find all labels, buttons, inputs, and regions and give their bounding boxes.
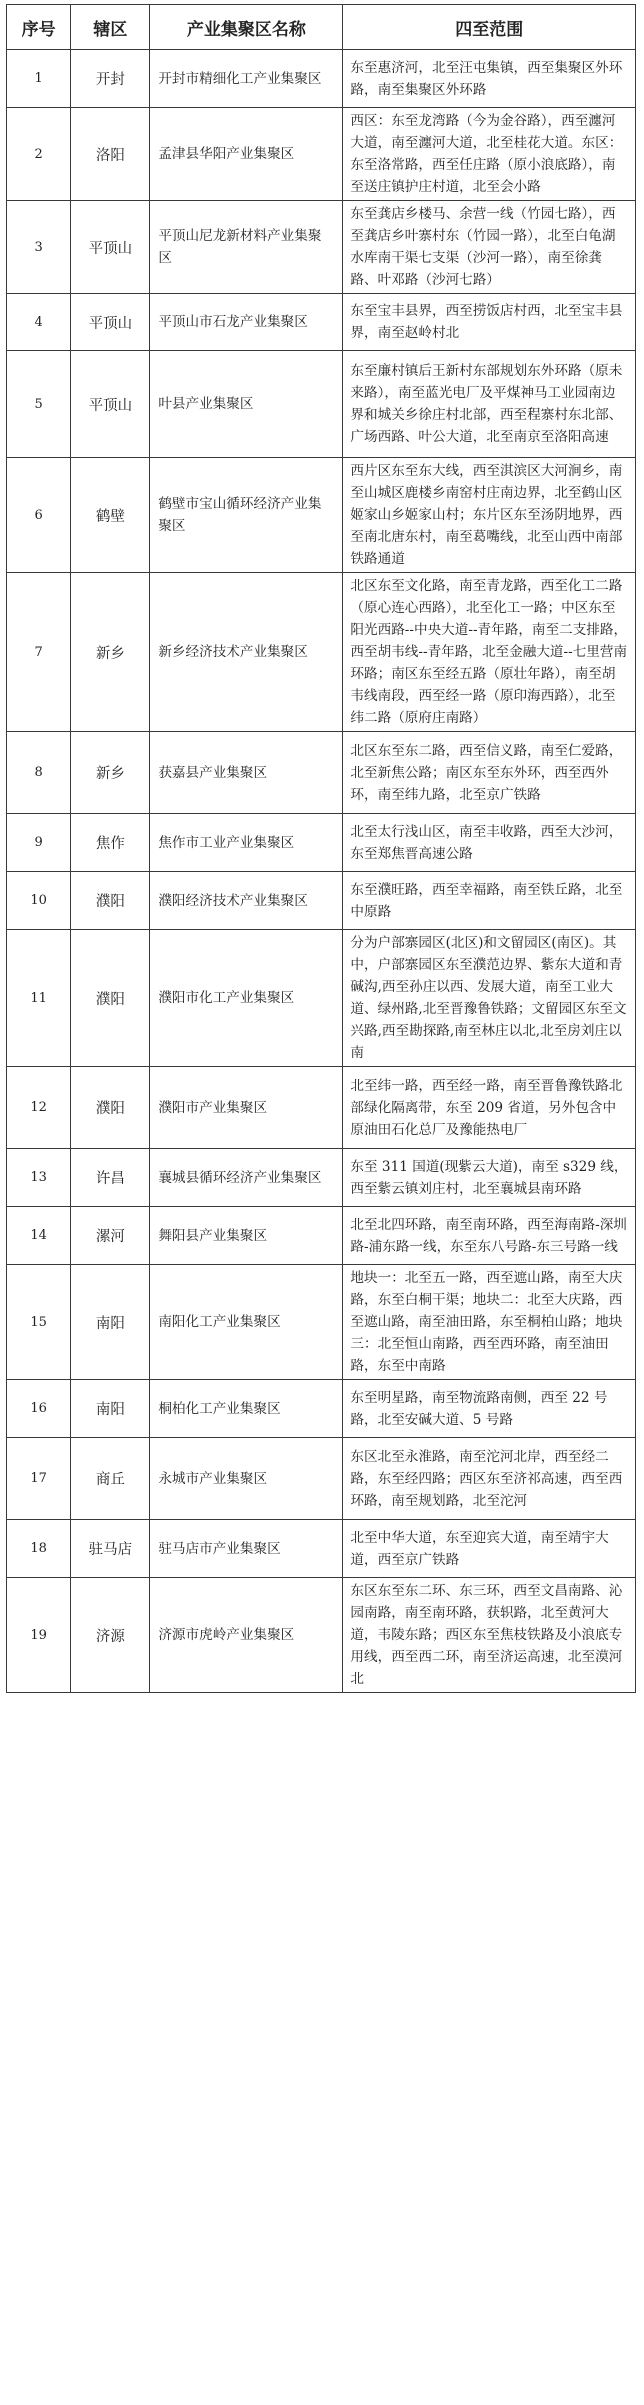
cell-boundary: 分为户部寨园区(北区)和文留园区(南区)。其中，户部寨园区东至濮范边界、紫东大道和青碱沟,西至孙庄以西、发展大道，南至工业大道、绿州路,北至晋豫鲁铁路；文留园区东至文兴路,西至勘探路,南至林庄以北,北至房刘庄以南 xyxy=(343,930,636,1067)
cell-seq: 10 xyxy=(7,872,71,930)
table-row xyxy=(7,732,636,814)
cell-district: 南阳 xyxy=(71,1380,150,1438)
cell-boundary: 东至明星路，南至物流路南侧，西至 22 号路，北至安碱大道、5 号路 xyxy=(343,1380,636,1438)
cell-district: 南阳 xyxy=(71,1265,150,1380)
cell-name: 开封市精细化工产业集聚区 xyxy=(150,50,343,108)
cell-boundary: 东至惠济河，北至汪屯集镇，西至集聚区外环路，南至集聚区外环路 xyxy=(343,50,636,108)
cell-name: 叶县产业集聚区 xyxy=(150,351,343,458)
cell-seq: 4 xyxy=(7,294,71,351)
table-row xyxy=(7,1520,636,1578)
cell-name: 孟津县华阳产业集聚区 xyxy=(150,108,343,201)
table-row xyxy=(7,294,636,351)
table-row xyxy=(7,930,636,1067)
cell-boundary: 北至太行浅山区，南至丰收路，西至大沙河，东至郑焦晋高速公路 xyxy=(343,814,636,872)
cell-district: 漯河 xyxy=(71,1207,150,1265)
cell-seq: 7 xyxy=(7,573,71,732)
cell-district: 商丘 xyxy=(71,1438,150,1520)
cell-name: 襄城县循环经济产业集聚区 xyxy=(150,1149,343,1207)
cell-name: 舞阳县产业集聚区 xyxy=(150,1207,343,1265)
cell-name: 新乡经济技术产业集聚区 xyxy=(150,573,343,732)
cell-boundary: 北区东至东二路，西至信义路，南至仁爱路，北至新焦公路；南区东至东外环，西至西外环，南至纬九路，北至京广铁路 xyxy=(343,732,636,814)
header-name: 产业集聚区名称 xyxy=(150,5,343,50)
cell-district: 平顶山 xyxy=(71,294,150,351)
table-header-row xyxy=(7,5,636,50)
table-row xyxy=(7,1207,636,1265)
cell-boundary: 北至纬一路，西至经一路，南至晋鲁豫铁路北部绿化隔离带，东至 209 省道，另外包含中原油田石化总厂及豫能热电厂 xyxy=(343,1067,636,1149)
cell-boundary: 东至龚店乡楼马、余营一线（竹园七路），西至龚店乡叶寨村东（竹园一路），北至白龟湖水库南干渠七支渠（沙河一路），南至徐龚路、叶邓路（沙河七路） xyxy=(343,201,636,294)
cell-district: 鹤壁 xyxy=(71,458,150,573)
cell-district: 开封 xyxy=(71,50,150,108)
cell-seq: 9 xyxy=(7,814,71,872)
cell-seq: 5 xyxy=(7,351,71,458)
header-boundary: 四至范围 xyxy=(343,5,636,50)
table-row xyxy=(7,50,636,108)
header-district: 辖区 xyxy=(71,5,150,50)
cell-name: 濮阳经济技术产业集聚区 xyxy=(150,872,343,930)
cell-seq: 18 xyxy=(7,1520,71,1578)
table-row xyxy=(7,108,636,201)
table-row xyxy=(7,872,636,930)
cell-seq: 19 xyxy=(7,1578,71,1693)
cell-district: 新乡 xyxy=(71,732,150,814)
cell-district: 平顶山 xyxy=(71,351,150,458)
cell-district: 濮阳 xyxy=(71,1067,150,1149)
table-row xyxy=(7,351,636,458)
table-row xyxy=(7,201,636,294)
table-row xyxy=(7,1265,636,1380)
cell-district: 济源 xyxy=(71,1578,150,1693)
cell-seq: 6 xyxy=(7,458,71,573)
industrial-cluster-table xyxy=(6,4,636,1693)
cell-district: 新乡 xyxy=(71,573,150,732)
cell-name: 桐柏化工产业集聚区 xyxy=(150,1380,343,1438)
cell-seq: 8 xyxy=(7,732,71,814)
cell-district: 焦作 xyxy=(71,814,150,872)
table-row xyxy=(7,1067,636,1149)
cell-boundary: 东至廉村镇后王新村东部规划东外环路（原未来路），南至蓝光电厂及平煤神马工业园南边界和城关乡徐庄村北部，西至程寨村东北部、广场西路、叶公大道，北至南京至洛阳高速 xyxy=(343,351,636,458)
cell-district: 许昌 xyxy=(71,1149,150,1207)
cell-name: 平顶山市石龙产业集聚区 xyxy=(150,294,343,351)
table-row xyxy=(7,458,636,573)
header-seq: 序号 xyxy=(7,5,71,50)
cell-name: 鹤壁市宝山循环经济产业集聚区 xyxy=(150,458,343,573)
cell-seq: 15 xyxy=(7,1265,71,1380)
cell-boundary: 北至北四环路，南至南环路，西至海南路-深圳路-浦东路一线，东至东八号路-东三号路一线 xyxy=(343,1207,636,1265)
cell-name: 焦作市工业产业集聚区 xyxy=(150,814,343,872)
cell-name: 驻马店市产业集聚区 xyxy=(150,1520,343,1578)
cell-boundary: 地块一：北至五一路，西至遮山路，南至大庆路，东至白桐干渠；地块二：北至大庆路，西至遮山路，南至油田路，东至桐柏山路；地块三：北至恒山南路，西至西环路，南至油田路，东至中南路 xyxy=(343,1265,636,1380)
cell-boundary: 东至宝丰县界，西至捞饭店村西，北至宝丰县界，南至赵岭村北 xyxy=(343,294,636,351)
table-row xyxy=(7,814,636,872)
cell-name: 平顶山尼龙新材料产业集聚区 xyxy=(150,201,343,294)
cell-district: 驻马店 xyxy=(71,1520,150,1578)
cell-boundary: 西区：东至龙湾路（今为金谷路），西至瀍河大道，南至瀍河大道，北至桂花大道。东区：东至洛常路，西至任庄路（原小浪底路），南至送庄镇护庄村道，北至会小路 xyxy=(343,108,636,201)
cell-boundary: 东区东至东二环、东三环，西至文昌南路、沁园南路，南至南环路，获轵路，北至黄河大道，韦陵东路；西区东至焦枝铁路及小浪底专用线，西至西二环，南至济运高速，北至漠河北 xyxy=(343,1578,636,1693)
cell-seq: 2 xyxy=(7,108,71,201)
cell-name: 南阳化工产业集聚区 xyxy=(150,1265,343,1380)
table-row xyxy=(7,1380,636,1438)
cell-name: 永城市产业集聚区 xyxy=(150,1438,343,1520)
cell-boundary: 东至濮旺路，西至幸福路，南至铁丘路，北至中原路 xyxy=(343,872,636,930)
table-row xyxy=(7,1438,636,1520)
cell-seq: 13 xyxy=(7,1149,71,1207)
cell-district: 平顶山 xyxy=(71,201,150,294)
table-row xyxy=(7,1578,636,1693)
cell-boundary: 西片区东至东大线，西至淇滨区大河涧乡，南至山城区鹿楼乡南窑村庄南边界，北至鹤山区姬家山乡姬家山村；东片区东至汤阴地界，西至南北唐东村，南至葛嘴线，北至山西中南部铁路通道 xyxy=(343,458,636,573)
cell-boundary: 东至 311 国道(现紫云大道)，南至 s329 线，西至紫云镇刘庄村，北至襄城县南环路 xyxy=(343,1149,636,1207)
table-row xyxy=(7,573,636,732)
cell-district: 洛阳 xyxy=(71,108,150,201)
cell-name: 濮阳市产业集聚区 xyxy=(150,1067,343,1149)
cell-seq: 11 xyxy=(7,930,71,1067)
cell-district: 濮阳 xyxy=(71,930,150,1067)
cell-boundary: 东区北至永淮路，南至沱河北岸，西至经二路，东至经四路；西区东至济祁高速，西至西环路，南至规划路，北至沱河 xyxy=(343,1438,636,1520)
table-row xyxy=(7,1149,636,1207)
cell-name: 濮阳市化工产业集聚区 xyxy=(150,930,343,1067)
cell-district: 濮阳 xyxy=(71,872,150,930)
cell-name: 济源市虎岭产业集聚区 xyxy=(150,1578,343,1693)
cell-boundary: 北区东至文化路，南至青龙路，西至化工二路（原心连心西路），北至化工一路；中区东至阳光西路--中央大道--青年路，南至二支排路，西至胡韦线--青年路，北至金融大道--七里营南环路；南区东至经五路（原壮年路），南至胡韦线南段，西至经一路（原印海西路），北至纬二路（原府庄南路） xyxy=(343,573,636,732)
cell-name: 获嘉县产业集聚区 xyxy=(150,732,343,814)
cell-seq: 16 xyxy=(7,1380,71,1438)
cell-seq: 12 xyxy=(7,1067,71,1149)
cell-seq: 17 xyxy=(7,1438,71,1520)
cell-seq: 14 xyxy=(7,1207,71,1265)
cell-seq: 3 xyxy=(7,201,71,294)
cell-boundary: 北至中华大道，东至迎宾大道，南至靖宇大道，西至京广铁路 xyxy=(343,1520,636,1578)
cell-seq: 1 xyxy=(7,50,71,108)
